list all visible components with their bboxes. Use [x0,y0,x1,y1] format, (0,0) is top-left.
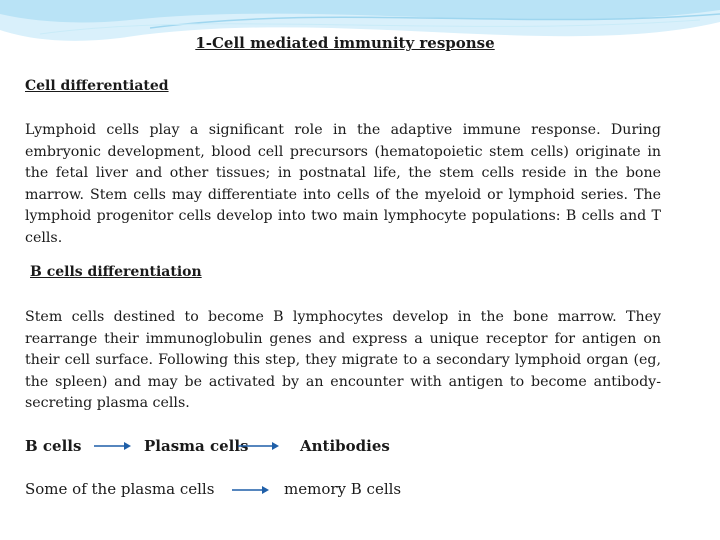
flow-b-cells: B cells [25,437,82,455]
arrow-right-icon [232,484,270,496]
flow-some-plasma-cells: Some of the plasma cells [25,480,215,498]
section-heading-b-cells-differentiation: B cells differentiation [30,264,202,280]
paragraph-b-cells: Stem cells destined to become B lymphocytes develop in the bone marrow. They rearrange their immunoglobulin genes and express a unique receptor for antigen on their cell surface. Following this step, they migrate to a secondary lymphoid organ (eg, the spleen) and may be activated by an encounter with antigen to become antibody-secreting plasma cells. [25,309,661,412]
flow-memory-b-cells: memory B cells [284,480,402,498]
arrow-right-icon [94,440,132,452]
paragraph-lymphoid-cells: Lymphoid cells play a significant role in the adaptive immune response. During embryonic development, blood cell precursors (hematopoietic stem cells) originate in the fetal liver and other tissues; in postnatal life, the stem cells reside in the bone marrow. Stem cells may differentiate into cells of the myeloid or lymphoid series. The lymphoid progenitor cells develop into two main lymphocyte populations: B cells and T cells. [25,122,661,246]
slide-title: 1-Cell mediated immunity response [195,34,495,52]
arrow-right-icon [238,440,280,452]
flow-plasma-cells: Plasma cells [144,437,249,455]
section-heading-cell-differentiated: Cell differentiated [25,78,169,94]
flow-antibodies: Antibodies [300,437,390,455]
